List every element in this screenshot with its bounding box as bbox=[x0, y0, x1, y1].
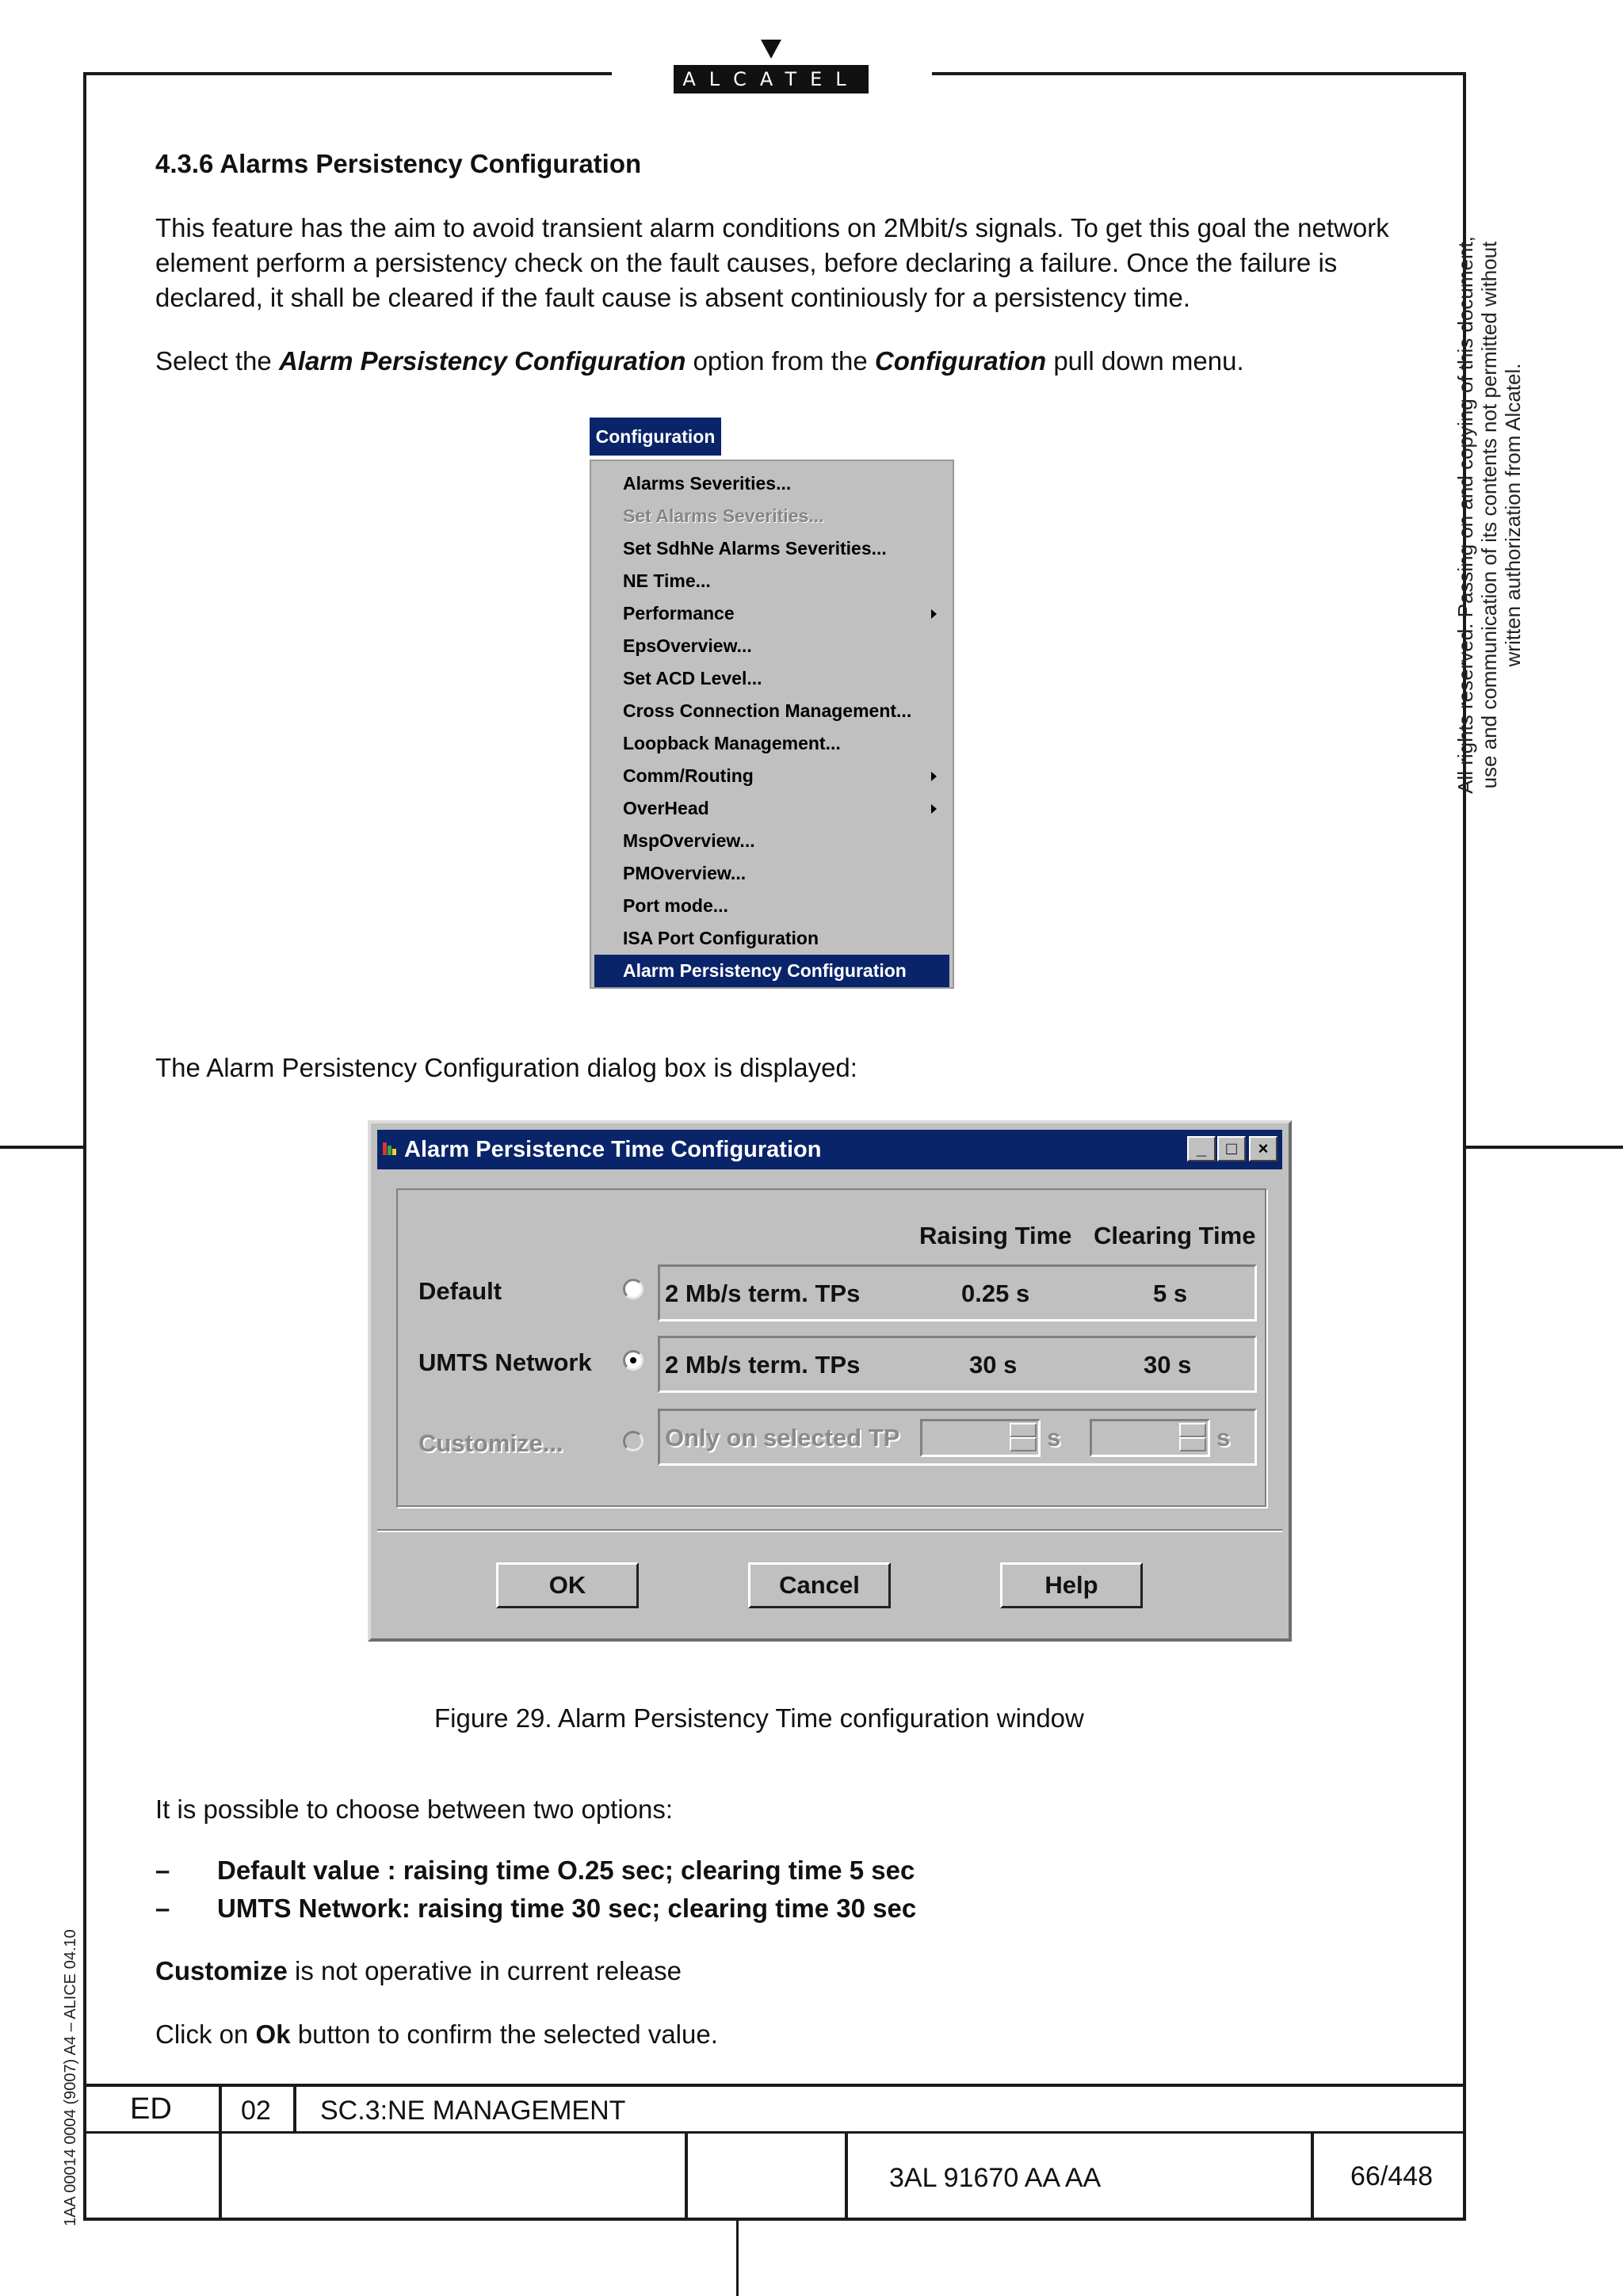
footer-ed-value: 02 bbox=[241, 2096, 271, 2126]
customize-radio[interactable] bbox=[623, 1431, 643, 1451]
umts-clearing-time: 30 s bbox=[1144, 1351, 1192, 1379]
click-note bbox=[155, 2017, 1407, 2052]
menu-item-msp-overview[interactable]: MspOverview... bbox=[623, 830, 755, 851]
menu-item-pm-overview[interactable]: PMOverview... bbox=[623, 863, 747, 883]
dialog-titlebar bbox=[377, 1130, 1282, 1169]
dialog-separator bbox=[377, 1529, 1282, 1531]
configuration-menu-title[interactable]: Configuration bbox=[590, 418, 721, 456]
spinner-arrows-icon[interactable] bbox=[1179, 1423, 1206, 1455]
select-menu-name: Configuration bbox=[874, 346, 1047, 376]
umts-tp: 2 Mb/s term. TPs bbox=[665, 1351, 861, 1379]
dialog-intro: The Alarm Persistency Configuration dialog box is displayed: bbox=[155, 1053, 857, 1082]
select-text-1: Select the bbox=[155, 346, 279, 376]
menu-item-performance-label: Performance bbox=[623, 603, 735, 624]
minimize-icon[interactable]: _ bbox=[1187, 1136, 1216, 1161]
submenu-arrow-icon bbox=[931, 772, 937, 781]
customize-tp: Only on selected TP bbox=[665, 1424, 900, 1451]
frame-top-right bbox=[932, 72, 1466, 75]
alarm-persistence-dialog bbox=[368, 1120, 1292, 1642]
footer-doc-code: 3AL 91670 AA AA bbox=[889, 2163, 1102, 2193]
maximize-icon[interactable]: □ bbox=[1217, 1136, 1246, 1161]
select-text-3: pull down menu. bbox=[1046, 346, 1244, 376]
submenu-arrow-icon bbox=[931, 609, 937, 619]
click-note-bold: Ok bbox=[255, 2019, 291, 2049]
frame-left bbox=[83, 72, 86, 2221]
clearing-unit: s bbox=[1216, 1424, 1231, 1451]
customize-note-rest: is not operative in current release bbox=[287, 1956, 682, 1985]
copyright-notice: All rights reserved. Passing on and copying of this document, use and communication of its contents not permitted without written authorization from Alcatel. bbox=[1453, 236, 1525, 794]
menu-item-eps-overview[interactable]: EpsOverview... bbox=[623, 635, 752, 656]
footer-line-mid bbox=[83, 2131, 1466, 2134]
cancel-button[interactable]: Cancel bbox=[748, 1562, 891, 1608]
margin-mark-right bbox=[1466, 1146, 1623, 1149]
menu-item-overhead[interactable] bbox=[594, 792, 949, 825]
options-intro: It is possible to choose between two options: bbox=[155, 1794, 674, 1824]
alcatel-logo: ALCATEL bbox=[674, 65, 869, 93]
umts-network-radio[interactable] bbox=[623, 1350, 643, 1371]
click-note-pre: Click on bbox=[155, 2019, 256, 2049]
logo-triangle bbox=[761, 40, 781, 59]
form-code: 1AA 00014 0004 (9007) A4 – ALICE 04.10 bbox=[62, 1929, 79, 2226]
customize-note-bold: Customize bbox=[155, 1956, 288, 1985]
umts-raising-time: 30 s bbox=[969, 1351, 1018, 1379]
menu-item-loopback-management[interactable]: Loopback Management... bbox=[623, 733, 841, 753]
menu-item-set-acd-level[interactable]: Set ACD Level... bbox=[623, 668, 762, 688]
customize-row-box bbox=[658, 1409, 1257, 1466]
footer-chapter: SC.3:NE MANAGEMENT bbox=[320, 2096, 626, 2126]
close-icon[interactable]: × bbox=[1249, 1136, 1277, 1161]
default-row-box bbox=[658, 1264, 1257, 1322]
spinner-arrows-icon[interactable] bbox=[1010, 1423, 1037, 1455]
footer-tail bbox=[736, 2221, 739, 2296]
bullet-default: Default value : raising time O.25 sec; clearing time 5 sec bbox=[217, 1855, 915, 1885]
footer-ed-label: ED bbox=[130, 2092, 172, 2126]
menu-item-isa-port-configuration[interactable]: ISA Port Configuration bbox=[623, 928, 819, 948]
persistence-options-group bbox=[396, 1188, 1266, 1507]
footer-col-3 bbox=[685, 2131, 688, 2221]
footer-page-number: 66/448 bbox=[1350, 2161, 1433, 2191]
dialog-title: Alarm Persistence Time Configuration bbox=[404, 1137, 822, 1162]
menu-item-ne-time[interactable]: NE Time... bbox=[623, 570, 711, 591]
raising-time-spinner[interactable] bbox=[920, 1419, 1041, 1457]
select-text-2: option from the bbox=[685, 346, 875, 376]
footer-col-2 bbox=[293, 2084, 296, 2133]
menu-item-set-sdhne-alarms-severities[interactable]: Set SdhNe Alarms Severities... bbox=[623, 538, 887, 559]
clearing-time-spinner[interactable] bbox=[1090, 1419, 1210, 1457]
intro-paragraph: This feature has the aim to avoid transient alarm conditions on 2Mbit/s signals. To get this goal the network element perform a persistency check on the fault causes, before declaring a failure. Once the failure is declared, it shall be cleared if the fault cause is absent continiously for a persistency time. bbox=[155, 213, 1389, 312]
footer-line-top bbox=[83, 2084, 1466, 2087]
ok-button[interactable]: OK bbox=[496, 1562, 639, 1608]
help-button[interactable]: Help bbox=[1000, 1562, 1143, 1608]
submenu-arrow-icon bbox=[931, 804, 937, 814]
umts-row-box bbox=[658, 1336, 1257, 1393]
menu-item-cross-connection-management[interactable]: Cross Connection Management... bbox=[623, 700, 912, 721]
bullet-dash: – bbox=[155, 1894, 170, 1923]
footer-line-bottom bbox=[83, 2218, 1466, 2221]
footer-col-1 bbox=[219, 2084, 222, 2221]
umts-network-label: UMTS Network bbox=[418, 1348, 592, 1376]
menu-item-performance[interactable] bbox=[594, 597, 949, 630]
frame-top-left bbox=[83, 72, 612, 75]
bullet-umts: UMTS Network: raising time 30 sec; clearing time 30 sec bbox=[217, 1894, 917, 1923]
menu-item-comm-routing-label: Comm/Routing bbox=[623, 765, 754, 786]
app-icon bbox=[382, 1141, 398, 1157]
figure-caption: Figure 29. Alarm Persistency Time configuration window bbox=[434, 1703, 1084, 1733]
menu-item-port-mode[interactable]: Port mode... bbox=[623, 895, 728, 916]
margin-mark-left bbox=[0, 1146, 83, 1149]
clearing-time-header: Clearing Time bbox=[1094, 1222, 1256, 1249]
default-radio[interactable] bbox=[623, 1279, 643, 1299]
default-raising-time: 0.25 s bbox=[961, 1280, 1030, 1307]
footer-col-4 bbox=[845, 2131, 848, 2221]
customize-note bbox=[155, 1954, 1407, 1989]
select-option-name: Alarm Persistency Configuration bbox=[278, 346, 686, 376]
section-heading: 4.3.6 Alarms Persistency Configuration bbox=[155, 149, 642, 178]
default-label: Default bbox=[418, 1277, 502, 1305]
default-tp: 2 Mb/s term. TPs bbox=[665, 1280, 861, 1307]
raising-time-header: Raising Time bbox=[919, 1222, 1072, 1249]
menu-item-alarm-persistency-configuration[interactable]: Alarm Persistency Configuration bbox=[594, 955, 949, 987]
footer-col-5 bbox=[1311, 2131, 1314, 2221]
default-clearing-time: 5 s bbox=[1153, 1280, 1188, 1307]
click-note-post: button to confirm the selected value. bbox=[290, 2019, 718, 2049]
customize-label: Customize... bbox=[418, 1429, 563, 1457]
menu-item-alarms-severities[interactable]: Alarms Severities... bbox=[623, 473, 792, 494]
configuration-menu bbox=[590, 460, 954, 989]
menu-item-set-alarms-severities: Set Alarms Severities... bbox=[623, 505, 824, 526]
bullet-dash: – bbox=[155, 1855, 170, 1885]
select-instruction bbox=[155, 344, 1407, 379]
raising-unit: s bbox=[1047, 1424, 1061, 1451]
menu-item-comm-routing[interactable] bbox=[594, 760, 949, 792]
menu-item-overhead-label: OverHead bbox=[623, 798, 709, 818]
